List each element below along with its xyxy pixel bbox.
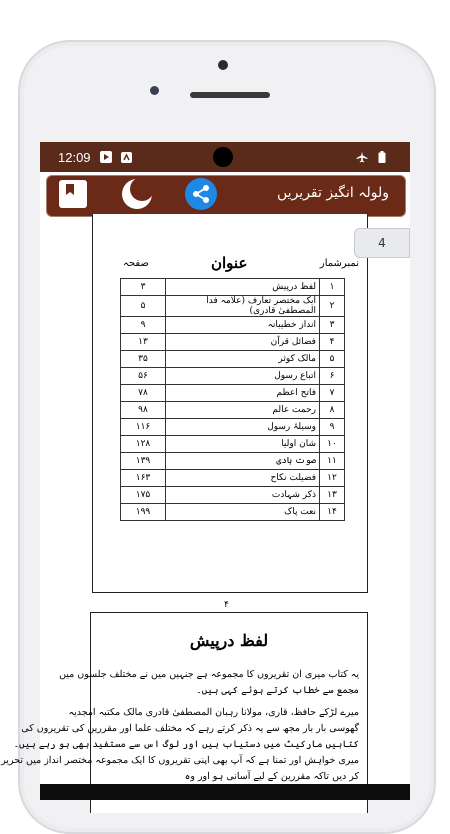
- index-page: [92, 214, 368, 593]
- index-title-cell: مالک کوثر: [166, 351, 320, 368]
- index-number-cell: ۹: [320, 419, 345, 436]
- index-page-cell: ۵۶: [121, 368, 166, 385]
- index-title-cell: اتباع رسول: [166, 368, 320, 385]
- app-notification-icon: [120, 151, 132, 163]
- app-toolbar: [46, 175, 406, 217]
- preface-title: لفظ درپیش: [189, 631, 269, 650]
- bookmark-button[interactable]: [57, 180, 89, 212]
- index-title-cell: شان اولیا: [166, 436, 320, 453]
- moon-icon: [120, 177, 154, 215]
- index-title-cell: صوت ہادی: [166, 453, 320, 470]
- play-notification-icon: [100, 151, 112, 163]
- index-number-cell: ۱۲: [320, 470, 345, 487]
- index-page-cell: ۱۳۹: [121, 453, 166, 470]
- index-number-cell: ۶: [320, 368, 345, 385]
- index-number-cell: ۲: [320, 296, 345, 317]
- index-number-cell: ۱۰: [320, 436, 345, 453]
- index-row: [121, 487, 345, 504]
- index-title-cell: وسیلۂ رسول: [166, 419, 320, 436]
- battery-icon: [376, 151, 388, 163]
- index-title-cell: فضیلت نکاح: [166, 470, 320, 487]
- page-indicator-badge[interactable]: 4: [354, 228, 410, 258]
- index-page-cell: ۳۵: [121, 351, 166, 368]
- index-page-cell: ۱۳: [121, 334, 166, 351]
- camera-notch: [213, 147, 233, 167]
- preface-line: یہ کتاب میری ان تقریروں کا مجموعہ ہے جنہیں میں نے مختلف جلسوں میں: [59, 669, 359, 680]
- index-row: [121, 419, 345, 436]
- index-row: [121, 317, 345, 334]
- index-number-cell: ۱: [320, 279, 345, 296]
- index-number-cell: ۱۴: [320, 504, 345, 521]
- index-number-cell: ۳: [320, 317, 345, 334]
- earpiece-speaker: [190, 92, 270, 98]
- preface-line: کتابیں مارکیٹ میں دستیاب ہیں اور لوگ اس سے مستفید بھی ہو رہے ہیں۔: [13, 739, 359, 750]
- index-page-cell: ۷۸: [121, 385, 166, 402]
- share-button[interactable]: [185, 180, 217, 212]
- index-table: [120, 278, 345, 521]
- index-page-cell: ۱۹۹: [121, 504, 166, 521]
- index-number-cell: ۴: [320, 334, 345, 351]
- header-page: صفحہ: [123, 258, 149, 269]
- index-title-cell: فاتح اعظم: [166, 385, 320, 402]
- index-number-cell: ۱۳: [320, 487, 345, 504]
- bottom-bezel: [40, 784, 410, 800]
- index-title-cell: لفظ درپیش: [166, 279, 320, 296]
- night-mode-button[interactable]: [121, 180, 153, 212]
- share-icon: [185, 178, 217, 214]
- bookmark-icon: [58, 179, 88, 213]
- index-row: [121, 351, 345, 368]
- index-row: [121, 296, 345, 317]
- index-number-cell: ۵: [320, 351, 345, 368]
- index-row: [121, 402, 345, 419]
- index-row: [121, 470, 345, 487]
- index-page-cell: ۵: [121, 296, 166, 317]
- status-bar: [40, 142, 410, 172]
- preface-line: مجمع سے خطاب کرتے ہوئے کہی ہیں۔: [196, 685, 359, 696]
- index-number-cell: ۷: [320, 385, 345, 402]
- index-number-cell: ۸: [320, 402, 345, 419]
- index-header: [93, 254, 367, 274]
- airplane-mode-icon: [356, 151, 368, 163]
- preface-line: گھوسی بار بار مجھ سے یہ ذکر کرتے رہے کہ مختلف علما اور مقررین کی تقریروں کی: [21, 723, 359, 734]
- index-page-cell: ۱۶۳: [121, 470, 166, 487]
- status-time: 12:09: [58, 149, 91, 165]
- index-page-cell: ۳: [121, 279, 166, 296]
- header-title: عنوان: [211, 254, 248, 272]
- index-number-cell: ۱۱: [320, 453, 345, 470]
- index-row: [121, 436, 345, 453]
- index-title-cell: ذکر شہادت: [166, 487, 320, 504]
- index-page-cell: ۹۸: [121, 402, 166, 419]
- index-row: [121, 385, 345, 402]
- index-title-cell: ایک مختصر تعارف (علامہ فدا المصطفیٰ قادری): [166, 296, 320, 317]
- preface-line: کر دیں تاکہ مقررین کے لیے آسانی ہو اور وہ: [184, 771, 359, 782]
- index-row: [121, 453, 345, 470]
- index-page-cell: ۱۷۵: [121, 487, 166, 504]
- page-number: ۴: [224, 600, 229, 610]
- app-screen: [1, 142, 410, 800]
- preface-line: میری خواہش اور تمنا ہے کہ آپ بھی اپنی تقریروں کا ایک مجموعہ مختصر انداز میں تحریر: [1, 755, 359, 766]
- header-number: نمبرشمار: [319, 258, 359, 269]
- index-title-cell: رحمت عالم: [166, 402, 320, 419]
- app-title: ولولہ انگیز تقریریں: [277, 185, 389, 201]
- index-title-cell: نعت پاک: [166, 504, 320, 521]
- preface-page: [1, 612, 368, 813]
- index-row: [121, 279, 345, 296]
- index-page-cell: ۱۱۶: [121, 419, 166, 436]
- proximity-sensor: [150, 86, 159, 95]
- index-row: [121, 368, 345, 385]
- index-row: [121, 504, 345, 521]
- index-title-cell: انداز خطیبانہ: [166, 317, 320, 334]
- front-camera: [218, 60, 228, 70]
- index-page-cell: ۹: [121, 317, 166, 334]
- preface-line: میرے لڑکے حافظ، قاری، مولانا رہبان المصطفیٰ قادری مالک مکتبہ امجدیہ: [68, 707, 359, 718]
- index-page-cell: ۱۲۸: [121, 436, 166, 453]
- index-row: [121, 334, 345, 351]
- index-title-cell: فضائل قرآن: [166, 334, 320, 351]
